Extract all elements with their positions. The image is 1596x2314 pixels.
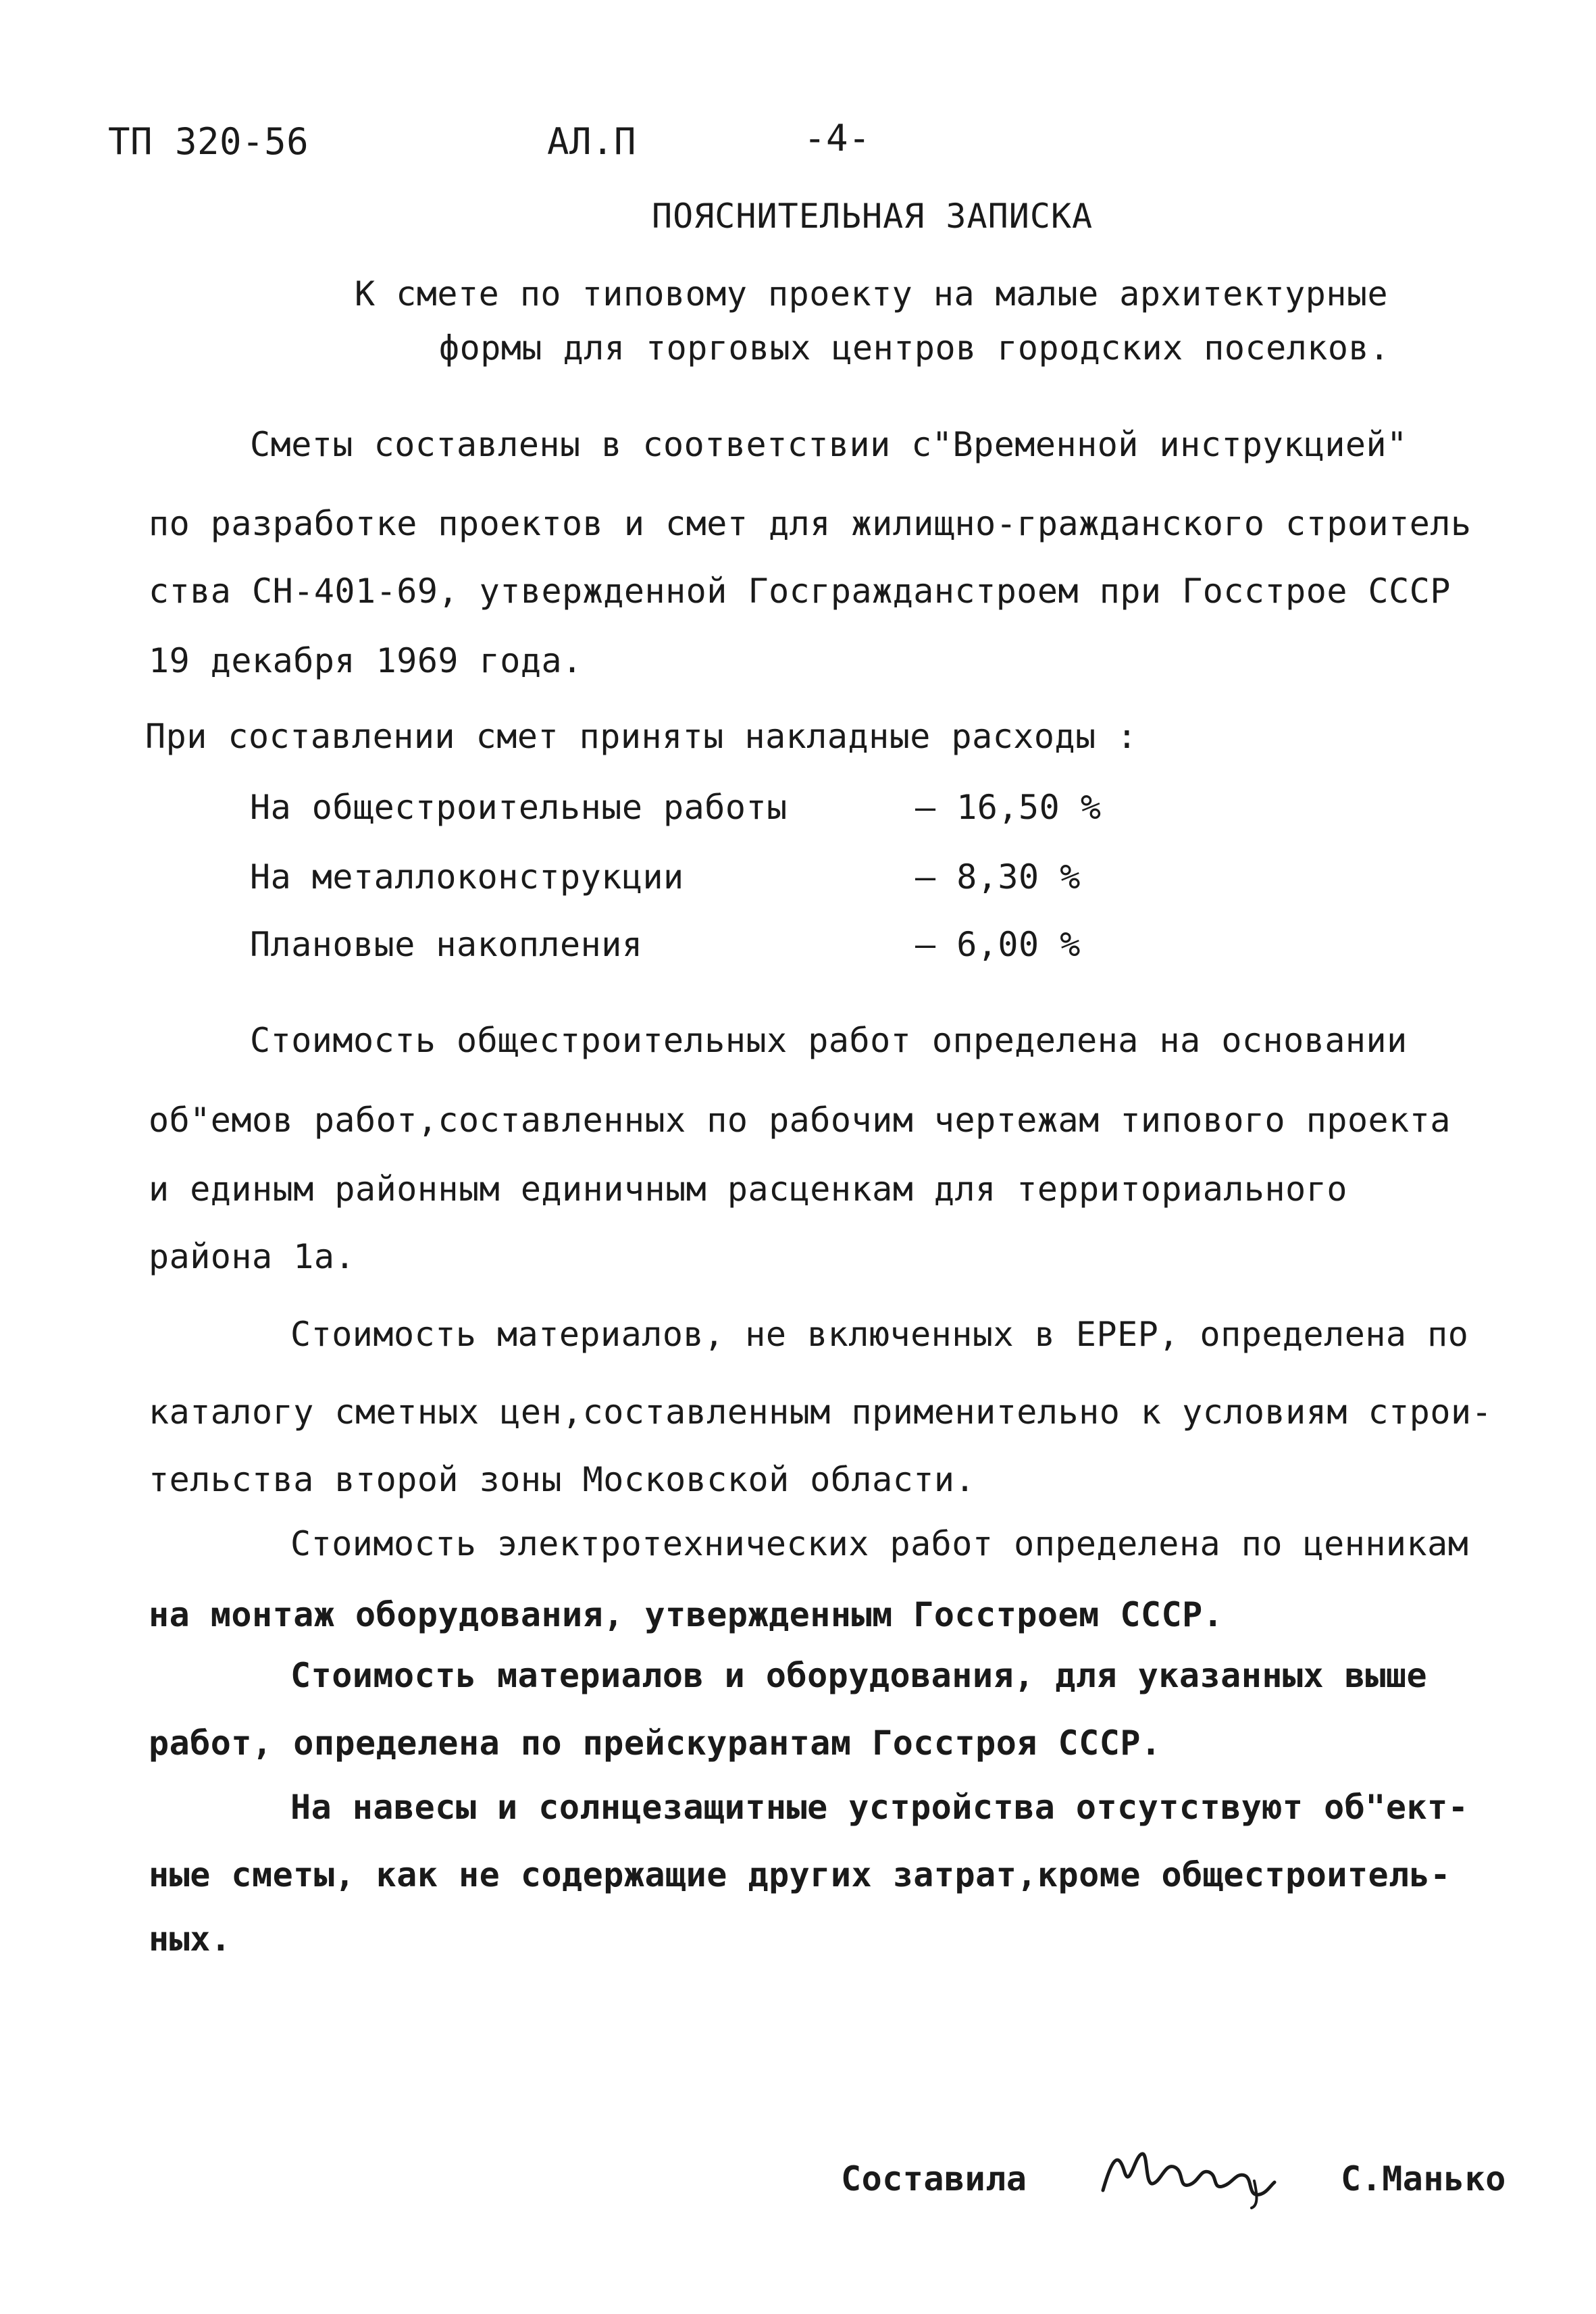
overhead-item-value: – 16,50 %	[915, 788, 1102, 827]
paragraph-2-line-4: района 1а.	[149, 1237, 356, 1276]
signoff-name: С.Манько	[1341, 2159, 1506, 2198]
paragraph-2-line-1: Стоимость общестроительных работ определена на основании	[250, 1021, 1408, 1060]
page-number: -4-	[804, 117, 871, 159]
paragraph-6-line-2: ные сметы, как не содержащие других затрат,кроме общестроитель-	[149, 1855, 1451, 1894]
overheads-intro: При составлении смет приняты накладные расходы :	[145, 717, 1137, 756]
handwritten-signature	[1098, 2135, 1280, 2209]
paragraph-6-line-3: ных.	[149, 1919, 232, 1959]
paragraph-5-line-2: работ, определена по прейскурантам Госстроя СССР.	[149, 1724, 1162, 1763]
overhead-item-label: Плановые накопления	[250, 925, 643, 964]
document-code: ТП 320-56	[108, 120, 309, 163]
album-code: АЛ.П	[547, 120, 637, 163]
paragraph-4-line-1: Стоимость электротехнических работ определена по ценникам	[290, 1524, 1469, 1563]
paragraph-2-line-2: об"емов работ,составленных по рабочим чертежам типового проекта	[149, 1101, 1451, 1140]
paragraph-3-line-3: тельства второй зоны Московской области.	[149, 1460, 976, 1499]
page-title: ПОЯСНИТЕЛЬНАЯ ЗАПИСКА	[652, 197, 1093, 236]
signoff-label: Составила	[841, 2159, 1027, 2198]
paragraph-6-line-1: На навесы и солнцезащитные устройства отсутствуют об"ект-	[290, 1788, 1469, 1827]
overhead-item-value: – 8,30 %	[915, 857, 1081, 897]
paragraph-3-line-1: Стоимость материалов, не включенных в ЕРЕР, определена по	[290, 1315, 1469, 1354]
overhead-item-label: На металлоконструкции	[250, 857, 684, 897]
paragraph-4-line-2: на монтаж оборудования, утвержденным Госстроем СССР.	[149, 1595, 1224, 1634]
paragraph-2-line-3: и единым районным единичным расценкам для территориального	[149, 1169, 1347, 1209]
paragraph-1-line-2: по разработке проектов и смет для жилищно-гражданского строитель	[149, 504, 1472, 543]
paragraph-1-line-1: Сметы составлены в соответствии с"Временной инструкцией"	[250, 425, 1408, 464]
subtitle-line-2: формы для торговых центров городских поселков.	[439, 328, 1390, 368]
paragraph-1-line-4: 19 декабря 1969 года.	[149, 641, 583, 680]
overhead-item-label: На общестроительные работы	[250, 788, 788, 827]
overhead-item-value: – 6,00 %	[915, 925, 1081, 964]
paragraph-1-line-3: ства СН-401-69, утвержденной Госгражданстроем при Госстрое СССР	[149, 572, 1451, 611]
subtitle-line-1: К смете по типовому проекту на малые архитектурные	[355, 274, 1389, 313]
paragraph-3-line-2: каталогу сметных цен,составленным применительно к условиям строи-	[149, 1392, 1493, 1432]
paragraph-5-line-1: Стоимость материалов и оборудования, для указанных выше	[290, 1656, 1428, 1695]
